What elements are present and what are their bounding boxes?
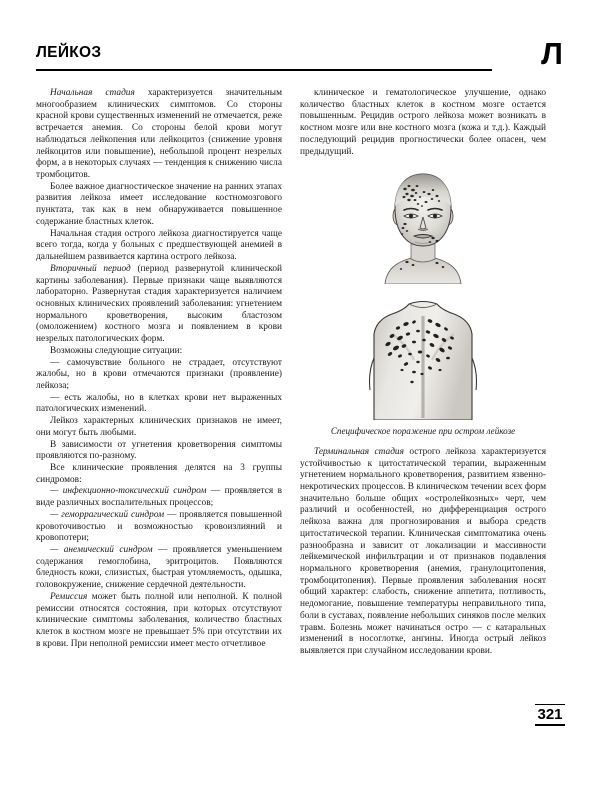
paragraph-text: — проявляется повышенной кровоточивостью и возможностью кровоизлияний и кровопотери; <box>36 509 283 544</box>
back-torso-view-image <box>362 298 484 420</box>
body-paragraph <box>36 463 282 486</box>
right-column-top-text <box>300 88 546 158</box>
paragraph-text: Возможны следующие ситуации: <box>50 345 183 356</box>
right-column-bottom-text <box>300 447 546 658</box>
body-paragraph <box>36 416 282 439</box>
paragraph-text: Более важное диагностическое значение на ранних этапах развития лейкоза имеет исследование костномозгового пунктата, так как в нем обнаруживается повышенное содержание бластных клеток. <box>36 181 282 227</box>
body-paragraph <box>36 393 282 416</box>
header-divider <box>36 69 492 71</box>
paragraph-text: может быть полной или неполной. К полной ремиссии относятся состояния, при которых отсутствуют клинические симптомы заболевания, количество бластных клеток в костном мозге не превышает 5% при отсутствии их в крови. При неполной ремиссии имеет место отчетливое <box>36 591 282 649</box>
paragraph-text: — есть жалобы, но в клетках крови нет выраженных патологических изменений. <box>36 392 282 415</box>
body-paragraph <box>36 510 282 545</box>
body-paragraph <box>300 88 546 158</box>
paragraph-text: характеризуется значительным многообразием клинических симптомов. Со стороны красной крови существенных изменений не отмечается, реже встречается анемия. Со стороны белой крови могут наблюдаться лейкопения или лейкоцитоз (снижение уровня лейкоцитов или повышение), небольшой процент незрелых форм, а в некоторых случаях — тенденция к снижению числа тромбоцитов. <box>36 88 282 181</box>
body-paragraph <box>36 346 282 358</box>
body-paragraph <box>36 264 282 346</box>
body-paragraph <box>36 182 282 229</box>
body-paragraph <box>36 229 282 264</box>
italic-term: Вторичный период <box>50 263 131 274</box>
page-header <box>36 36 564 84</box>
folio-rule-bottom <box>535 724 565 725</box>
page-number: 321 <box>537 706 563 724</box>
italic-term: Начальная стадия <box>50 88 135 98</box>
body-paragraph <box>36 486 282 509</box>
body-paragraph <box>300 447 546 658</box>
italic-term: — инфекционно-токсический синдром <box>50 486 207 497</box>
italic-term: Ремиссия <box>50 591 88 602</box>
paragraph-text: — самочувствие больного не страдает, отсутствуют жалобы, но в крови отмечаются признаки (проявление) лейкоза; <box>36 357 282 391</box>
paragraph-text: Лейкоз характерных клинических признаков не имеет, они могут быть любыми. <box>36 416 282 438</box>
body-paragraph <box>36 592 282 651</box>
paragraph-text: — проявляется в виде различных воспалительных процессов; <box>36 486 282 509</box>
alphabet-letter-tab: Л <box>541 36 563 71</box>
paragraph-text: — проявляется уменьшением содержания гемоглобина, эритроцитов. Появляются бледность кожи, слизистых, быстрая утомляемость, одышка, головокружение, снижение сердечной деятельности. <box>36 545 282 591</box>
paragraph-text: острого лейкоза характеризуется устойчивостью к цитостатической терапии, выраженным угнетением нормального кроветворения, развитием язвенно-некротических процессов. В клиническом течении всех форм значительно больше общих «остролейкозных» черт, чем различий и особенностей, но дифференциация острого лейкоза важна для прогнозирования и выбора средств цитостатической терапии. Клиническая симптоматика очень разнообразна и зависит от локализации и массивности лейкемической инфильтрации и от признаков подавления нормального кроветворения (анемия, гранулоцитопения, тромбоцитопения). Первые проявления заболевания носят общий характер: слабость, снижение аппетита, потливость, недомогание, повышение температуры неправильного типа, боли в суставах, появление небольших синяков после мелких травм. Болезнь может начинаться остро — с катаральных изменений в носоглотке, ангины. Иногда острый лейкоз выявляется при случайном исследовании крови. <box>300 446 546 657</box>
paragraph-text: клиническое и гематологическое улучшение, однако количество бластных клеток в костном мозге остается повышенным. Рецидив острого лейкоза может возникать в костном мозге или вне костного мозга (кожа и т.д.). Каждый последующий рецидив прогностически более опасен, чем предыдущий. <box>300 88 546 157</box>
figure-caption: Специфическое поражение при остром лейкозе <box>330 426 516 437</box>
body-paragraph <box>36 545 282 592</box>
figure-block <box>300 166 546 438</box>
head-front-view-image <box>371 166 475 284</box>
body-paragraph <box>36 440 282 463</box>
right-text-column <box>300 88 546 658</box>
italic-term: — анемический синдром <box>50 545 153 556</box>
figure-images <box>300 166 546 420</box>
paragraph-text: В зависимости от угнетения кроветворения симптомы проявляются по-разному. <box>36 439 282 462</box>
folio <box>528 704 572 726</box>
page-title: ЛЕЙКОЗ <box>36 44 102 61</box>
left-text-column <box>36 88 282 651</box>
body-paragraph <box>36 358 282 393</box>
italic-term: Терминальная стадия <box>314 446 404 457</box>
paragraph-text: Все клинические проявления делятся на 3 группы синдромов: <box>36 463 282 485</box>
italic-term: — геморрагический синдром <box>50 509 165 520</box>
body-paragraph <box>36 88 282 182</box>
paragraph-text: (период развернутой клинической картины заболевания). Первые признаки чаще выявляются лабораторно. Развернутая стадия характеризуется наличием основных клинических проявлений заболевания: угнетением нормального кроветворения, высоким бластозом (омоложением) костного мозга и появлением в крови незрелых патологических форм. <box>36 263 282 345</box>
paragraph-text: Начальная стадия острого лейкоза диагностируется чаще всего тогда, когда у больных с предшествующей анемией в дальнейшем развивается картина острого лейкоза. <box>36 228 282 263</box>
